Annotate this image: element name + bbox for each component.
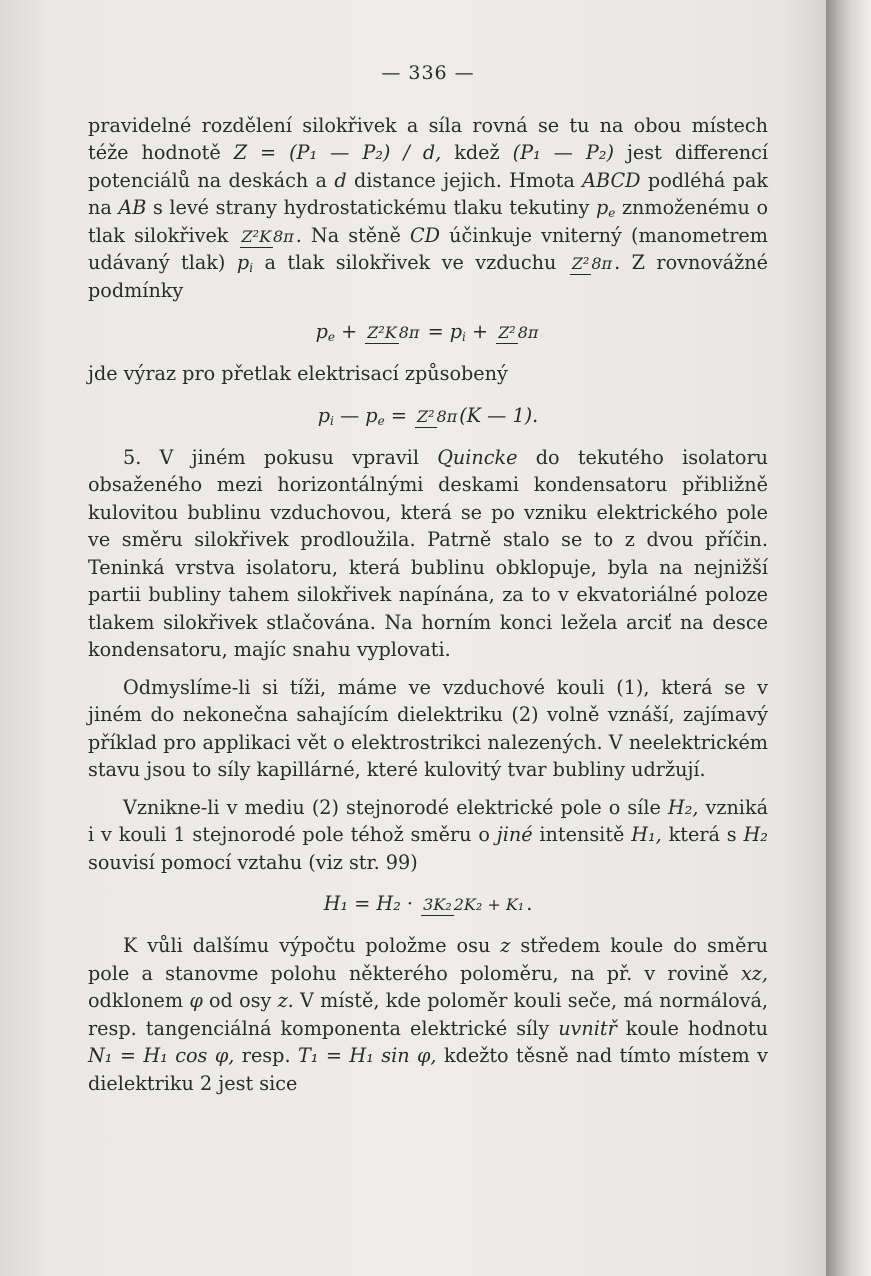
p1-fraction-z2k-8pi: Z²K 8π <box>241 226 294 246</box>
eq3-fraction: 3K₂ 2K₂ + K₁ <box>423 895 525 914</box>
eq1-pi: $p_i$ <box>449 320 466 344</box>
p3-quincke: Quincke <box>437 445 518 469</box>
book-spine <box>826 0 871 1276</box>
eq1-fraction-2: Z² 8π <box>498 323 539 342</box>
p5-text-b: vzniká i v kouli 1 stejnorodé pole téhož směru o <box>88 795 769 846</box>
p1-ab: AB <box>118 196 147 219</box>
p5-h2: H₂, <box>667 795 699 819</box>
p1-text-m: . Z rovnovážné podmínky <box>88 251 768 302</box>
p1-text-k: účinkuje vniterný (manometrem udávaný tlak) <box>88 223 768 274</box>
p6-xz: xz, <box>740 961 768 985</box>
p1-text-e: podléhá pak na <box>88 168 769 219</box>
p6-text-g: resp. <box>241 1044 291 1067</box>
p1-abcd: ABCD <box>582 168 641 192</box>
eq2-pi: $p_i$ <box>317 403 334 428</box>
p6-text-b: středem koule do směru pole a stanovme polohu některého poloměru, na př. v rovině <box>88 934 768 985</box>
p5-h1: H₁, <box>631 823 662 846</box>
p5-text-c: intensitě <box>539 823 625 846</box>
page-number: — 336 — <box>381 62 475 84</box>
p1-potential-difference: (P₁ — P₂) <box>512 141 614 164</box>
p3-text-a: 5. V jiném pokusu vpravil <box>123 445 419 469</box>
p1-text-g: znmoženému o tlak silokřivek <box>88 196 768 247</box>
eq1-pe: $p_e$ <box>315 320 335 344</box>
paragraph-5 <box>88 794 768 877</box>
eq2-minus: — <box>340 403 360 427</box>
eq1-fraction-1: Z²K 8π <box>367 323 420 342</box>
equation-field-relation <box>88 884 768 924</box>
paragraph-2: jde výraz pro přetlak elektrisací způsobený <box>88 362 508 385</box>
p1-text-f: s levé strany hydrostatickému tlaku tekutiny <box>152 196 590 219</box>
p6-n1: N₁ = H₁ cos φ, <box>88 1044 235 1067</box>
eq2-pe: $p_e$ <box>365 403 385 428</box>
p1-text-l: a tlak silokřivek ve vzduchu <box>264 251 557 274</box>
eq1-plus-1: + <box>341 320 358 343</box>
p1-text-c: distance jejich. Hmota <box>354 168 575 192</box>
p6-text-e: V místě, kde poloměr kouli seče, má normálová, resp. tangenciálná komponenta elektrické síly <box>88 989 769 1040</box>
equation-overpressure <box>88 396 768 436</box>
p1-pe: $p_e$ <box>595 196 616 220</box>
eq1-plus-2: + <box>472 320 489 343</box>
p6-t1: T₁ = H₁ sin φ, <box>297 1044 437 1067</box>
p1-fraction-z2-8pi: Z² 8π <box>571 254 613 273</box>
eq2-equals: = <box>390 403 407 427</box>
p1-var-d: d <box>334 168 347 192</box>
p5-text-e: souvisí pomocí vztahu (viz str. 99) <box>88 850 418 874</box>
p1-text-h: . Na stěně <box>295 223 401 247</box>
p1-text-a: pravidelné rozdělení silokřivek a síla rovná se tu na obou místech téže hodnotě <box>88 113 768 164</box>
paragraph-3 <box>88 444 768 664</box>
p6-z2: z. <box>277 989 294 1012</box>
eq1-equals: = <box>427 320 444 343</box>
eq3-tail: . <box>526 892 533 915</box>
p6-text-a: K vůli dalšímu výpočtu položme osu <box>123 934 491 957</box>
p5-jine: jiné <box>496 823 533 846</box>
eq3-lhs: H₁ = H₂ · <box>323 892 414 915</box>
p5-text-d: která s <box>668 823 737 846</box>
p6-z: z <box>500 934 511 957</box>
equation-equilibrium <box>88 312 768 352</box>
paragraph-1 <box>88 112 768 305</box>
p6-uvnitr: uvnitř <box>558 1016 617 1040</box>
p6-text-d: od osy <box>209 989 272 1012</box>
paragraph-4: Odmyslíme-li si tíži, máme ve vzduchové kouli (1), která se v jiném do nekonečna sahajícím dielektriku (2) volně vznáší, zajímavý příklad pro applikaci vět o elektrostrikci nalezených. V neelektrickém stavu jsou to síly kapillárné, které kulovitý tvar bubliny udržují. <box>88 675 768 781</box>
p6-text-c: odklonem <box>88 989 184 1012</box>
paragraph-6 <box>88 932 768 1097</box>
p1-pi: $p_i$ <box>236 251 254 275</box>
p6-text-h: kdežto těsně nad tímto místem v dielektriku 2 jest sice <box>88 1044 768 1095</box>
p1-text-b: jest differencí potenciálů na deskách a <box>88 141 768 192</box>
p6-phi: φ <box>189 989 203 1012</box>
p5-h2b: H₂ <box>743 823 768 846</box>
p1-cd: CD <box>409 223 441 247</box>
eq2-fraction: Z² 8π <box>417 406 458 426</box>
eq2-tail: (K — 1). <box>459 403 539 427</box>
p5-text-a: Vznikne-li v mediu (2) stejnorodé elektrické pole o síle <box>123 795 661 819</box>
p6-text-f: koule hodnotu <box>625 1016 768 1040</box>
page-content <box>88 60 768 1097</box>
p3-text-b: do tekutého isolatoru obsaženého mezi horizontálnými deskami kondensatoru přibližně kulovitou bublinu vzduchovou, která se po vzniku elektrického pole ve směru silokřivek prodloužila. Patrně stalo se to z dvou příčin. Teninká vrstva isolatoru, která bublinu obklopuje, byla na nejnižší partii bubliny tahem silokřivek napínána, za to v ekvatoriálné poloze tlakem silokřivek stlačována. Na horním konci ležela arciť na desce kondensatoru, majíc snahu vyplovati. <box>88 445 768 661</box>
p1-z-expression: Z = (P₁ — P₂) / d, <box>233 141 442 164</box>
p1-text-kdez: kdež <box>454 141 500 164</box>
